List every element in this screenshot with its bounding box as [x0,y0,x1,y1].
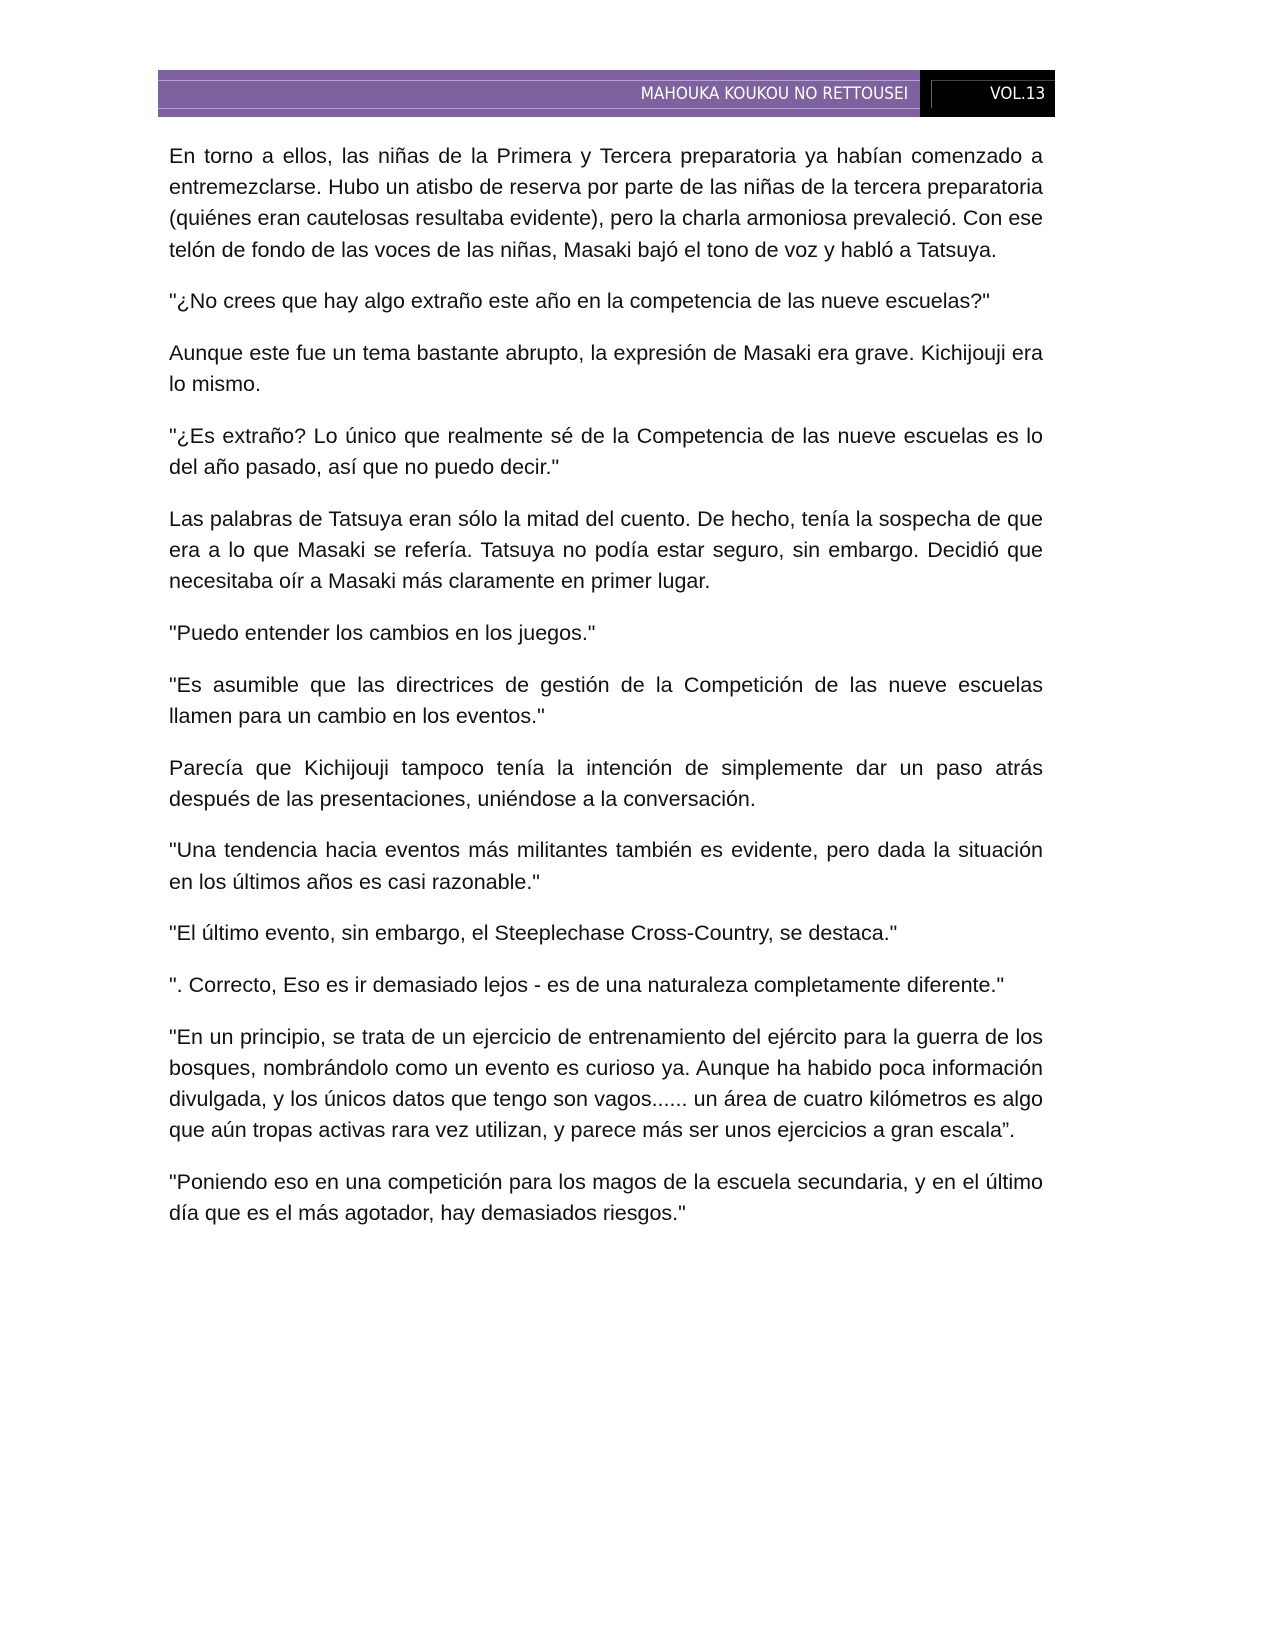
paragraph: Aunque este fue un tema bastante abrupto, la expresión de Masaki era grave. Kichijouji era lo mismo. [169,341,1043,397]
paragraph: "¿No crees que hay algo extraño este año en la competencia de las nueve escuelas?" [169,289,990,314]
volume-number: VOL.13 [989,84,1045,104]
paragraph: En torno a ellos, las niñas de la Primera y Tercera preparatoria ya habían comenzado a entremezclarse. Hubo un atisbo de reserva por parte de las niñas de la tercera preparatoria (quiénes eran cautelosas resultaba evidente), pero la charla armoniosa prevaleció. Con ese telón de fondo de las voces de las niñas, Masaki bajó el tono de voz y habló a Tatsuya. [169,144,1043,262]
header-rule-bottom [158,108,920,109]
page-header [158,70,1055,117]
paragraph: "Poniendo eso en una competición para los magos de la escuela secundaria, y en el último día que es el más agotador, hay demasiados riesgos." [169,1170,1043,1226]
paragraph: Las palabras de Tatsuya eran sólo la mitad del cuento. De hecho, tenía la sospecha de que era a lo que Masaki se refería. Tatsuya no podía estar seguro, sin embargo. Decidió que necesitaba oír a Masaki más claramente en primer lugar. [169,506,1043,594]
header-rule-top [158,80,920,81]
paragraph: "El último evento, sin embargo, el Steeplechase Cross-Country, se destaca." [169,921,898,946]
header-volume-box [920,70,1055,117]
volume-rule-top [931,80,1055,81]
page-body [169,141,1043,1250]
paragraph: "Puedo entender los cambios en los juegos." [169,620,596,645]
header-title-band [158,70,920,117]
paragraph: Parecía que Kichijouji tampoco tenía la intención de simplemente dar un paso atrás después de las presentaciones, uniéndose a la conversación. [169,755,1043,811]
paragraph: "Es asumible que las directrices de gestión de la Competición de las nueve escuelas llamen para un cambio en los eventos." [169,672,1043,728]
paragraph: "En un principio, se trata de un ejercicio de entrenamiento del ejército para la guerra de los bosques, nombrándolo como un evento es curioso ya. Aunque ha habido poca información divulgada, y los únicos datos que tengo son vagos...... un área de cuatro kilómetros es algo que aún tropas activas rara vez utilizan, y parece más ser unos ejercicios a gran escala”. [169,1024,1043,1143]
paragraph: ". Correcto, Eso es ir demasiado lejos - es de una naturaleza completamente diferente." [169,973,1005,998]
volume-separator [931,80,932,108]
paragraph: "¿Es extraño? Lo único que realmente sé de la Competencia de las nueve escuelas es lo del año pasado, así que no puedo decir." [169,423,1043,480]
paragraph: "Una tendencia hacia eventos más militantes también es evidente, pero dada la situación en los últimos años es casi razonable." [169,838,1043,894]
book-title: MAHOUKA KOUKOU NO RETTOUSEI [640,84,908,104]
